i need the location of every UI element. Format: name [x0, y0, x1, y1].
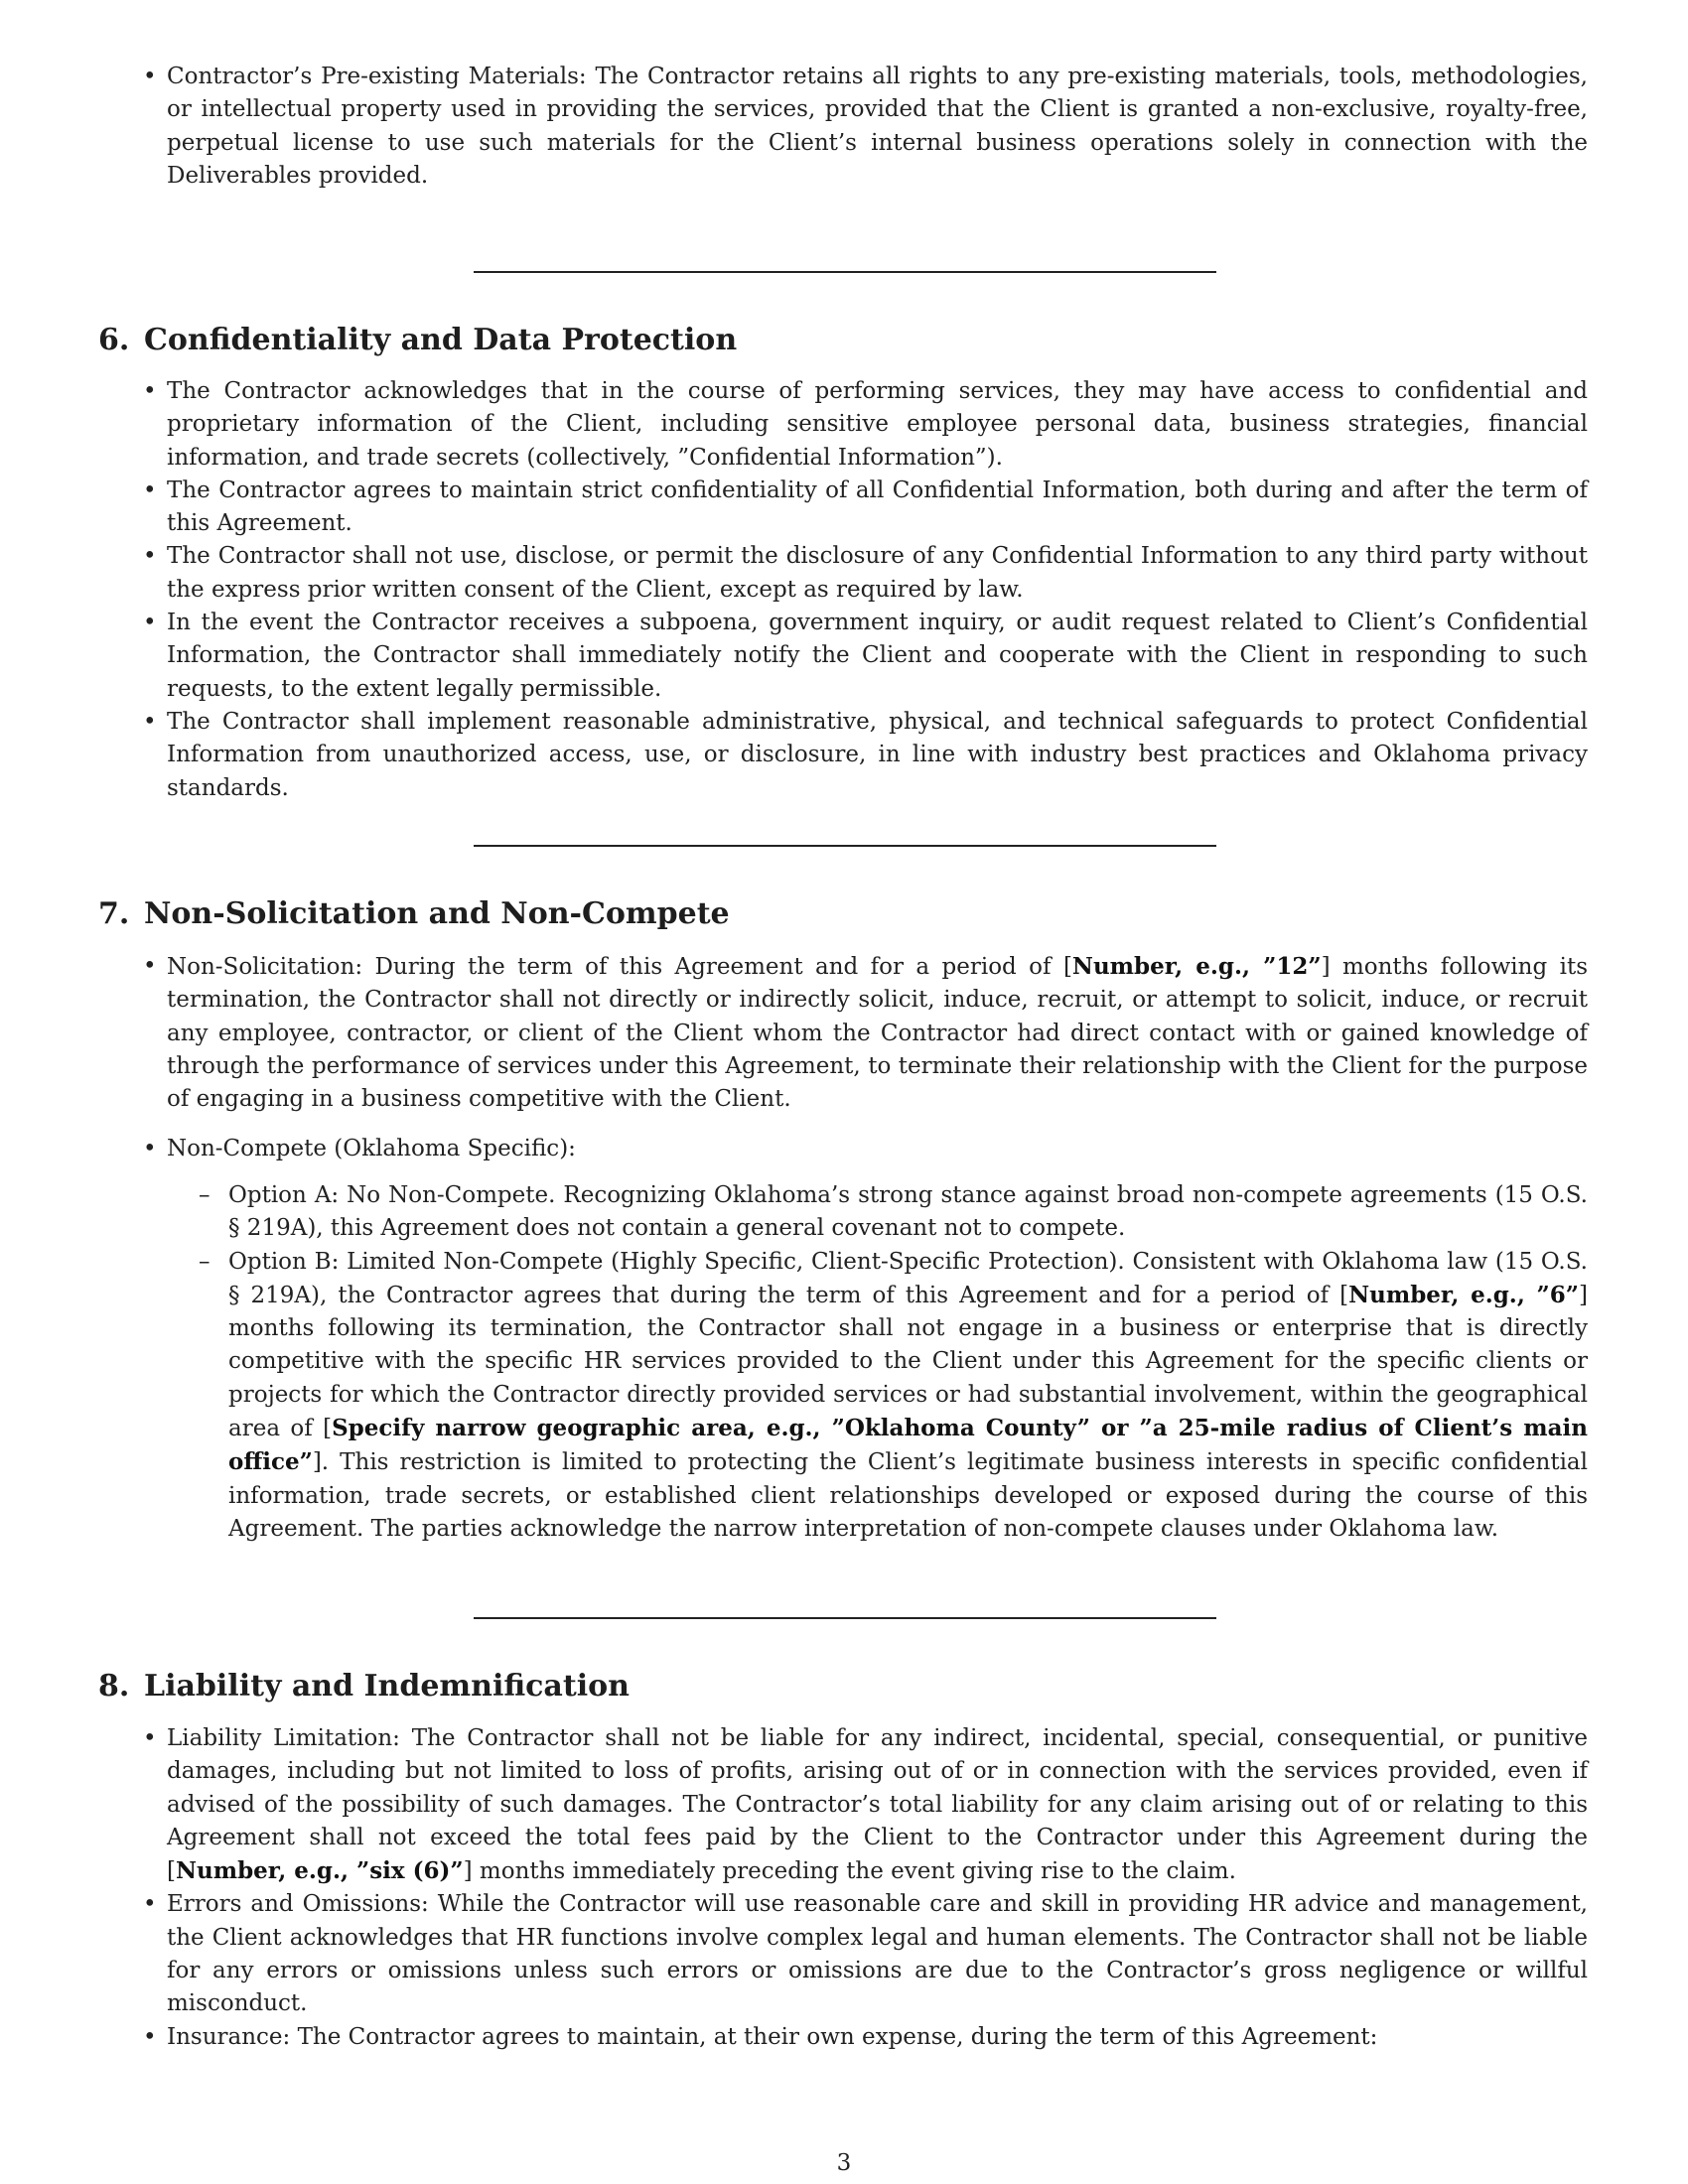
section-divider	[474, 271, 1216, 273]
list-item: • In the event the Contractor receives a subpoena, government inquiry, or audit request related to Client’s Confidential Information, the Contractor shall immediately notify the Client and cooperate with the Client in responding to such requests, to the extent legally permissible.	[167, 607, 1588, 706]
text-run: Liability Limitation: The Contractor shall not be liable for any indirect, incidental, special, consequential, or punitive damages, including but not limited to loss of profits, arising out of or in connection with the services provided, even if advised of the possibility of such damages. The Contractor’s total liability for any claim arising out of or relating to this Agreement shall not exceed the total fees paid by the Client to the Contractor under this Agreement during the [	[167, 1725, 1588, 1885]
section-8-heading	[98, 1669, 630, 1704]
list-item: • Contractor’s Pre-existing Materials: The Contractor retains all rights to any pre-existing materials, tools, methodologies, or intellectual property used in providing the services, provided that the Client is granted a non-exclusive, royalty-free, perpetual license to use such materials for the Client’s internal business operations solely in connection with the Deliverables provided.	[167, 61, 1588, 193]
option-a: – Option A: No Non-Compete. Recognizing Oklahoma’s strong stance against broad non-compete agreements (15 O.S. § 219A), this Agreement does not contain a general covenant not to compete.	[228, 1179, 1588, 1246]
section-title: Non-Solicitation and Non-Compete	[144, 896, 730, 931]
section-5-list	[167, 61, 1588, 193]
text-run: Option B: Limited Non-Compete (Highly Specific, Client-Specific Protection). Consistent with Oklahoma law (15 O.S. § 219A), the Contractor agrees that during the term of this Agreement and for a period of [	[228, 1248, 1588, 1308]
text-run: Non-Solicitation: During the term of this Agreement and for a period of [	[167, 954, 1072, 980]
text-run: ] months following its termination, the Contractor shall not directly or indirectly solicit, induce, recruit, or attempt to solicit, induce, or recruit any employee, contractor, or client of the Client whom the Contractor had direct contact with or gained knowledge of through the performance of services under this Agreement, to terminate their relationship with the Client for the purpose of engaging in a business competitive with the Client.	[167, 954, 1588, 1113]
noncompete-options	[228, 1179, 1588, 1546]
list-item: • The Contractor acknowledges that in the course of performing services, they may have access to confidential and proprietary information of the Client, including sensitive employee personal data, business strategies, financial information, and trade secrets (collectively, ”Confidential Information”).	[167, 375, 1588, 475]
section-number: 7.	[98, 896, 130, 931]
option-b	[228, 1246, 1588, 1547]
text-run: ] months immediately preceding the event giving rise to the claim.	[463, 1858, 1236, 1885]
section-title: Confidentiality and Data Protection	[144, 323, 738, 357]
section-8-list	[167, 1722, 1588, 2054]
page-number: 3	[836, 2150, 852, 2176]
placeholder-bold: Specify narrow geographic area, e.g., ”Oklahoma County” or ”a 25-mile radius of Client’s main office”	[228, 1415, 1588, 1476]
section-number: 8.	[98, 1669, 130, 1704]
list-item: • Insurance: The Contractor agrees to maintain, at their own expense, during the term of this Agreement:	[167, 2021, 1588, 2054]
list-item: • The Contractor shall not use, disclose, or permit the disclosure of any Confidential Information to any third party without the express prior written consent of the Client, except as required by law.	[167, 540, 1588, 607]
text-run: ] months following its termination, the Contractor shall not engage in a business or enterprise that is directly competitive with the specific HR services provided to the Client under this Agreement for the specific clients or projects for which the Contractor directly provided services or had substantial involvement, within the geographical area of [	[228, 1282, 1588, 1442]
section-6-heading	[98, 323, 737, 357]
list-item: • Errors and Omissions: While the Contractor will use reasonable care and skill in providing HR advice and management, the Client acknowledges that HR functions involve complex legal and human elements. The Contractor shall not be liable for any errors or omissions unless such errors or omissions are due to the Contractor’s gross negligence or willful misconduct.	[167, 1888, 1588, 2020]
section-7-list	[167, 950, 1588, 1116]
list-item	[167, 950, 1588, 1116]
section-number: 6.	[98, 323, 130, 357]
section-divider	[474, 845, 1216, 847]
list-item: • The Contractor agrees to maintain strict confidentiality of all Confidential Information, both during and after the term of this Agreement.	[167, 475, 1588, 541]
section-title: Liability and Indemnification	[144, 1669, 630, 1704]
list-item: • The Contractor shall implement reasonable administrative, physical, and technical safeguards to protect Confidential Information from unauthorized access, use, or disclosure, in line with industry best practices and Oklahoma privacy standards.	[167, 706, 1588, 805]
list-item	[167, 1722, 1588, 1888]
list-item: • Non-Compete (Oklahoma Specific):	[167, 1133, 1588, 1165]
section-7-heading	[98, 896, 730, 931]
placeholder-bold: Number, e.g., ”six (6)”	[175, 1857, 464, 1885]
section-6-list	[167, 375, 1588, 805]
placeholder-bold: Number, e.g., ”6”	[1348, 1281, 1579, 1308]
text-run: ]. This restriction is limited to protecting the Client’s legitimate business interests in specific confidential information, trade secrets, or established client relationships developed or exposed during the course of this Agreement. The parties acknowledge the narrow interpretation of non-compete clauses under Oklahoma law.	[228, 1449, 1588, 1542]
placeholder-bold: Number, e.g., ”12”	[1071, 953, 1322, 980]
section-divider	[474, 1617, 1216, 1619]
section-7-list-noncompete	[167, 1133, 1588, 1165]
